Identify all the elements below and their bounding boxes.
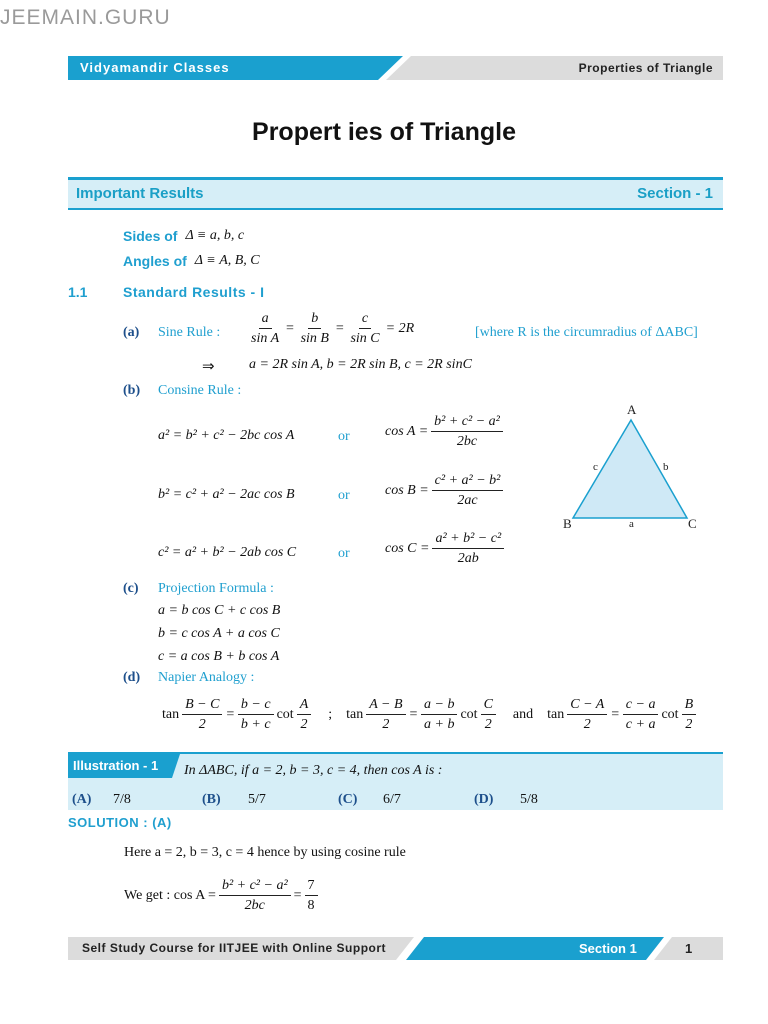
option-a bbox=[72, 792, 131, 808]
napier-t1-an: B − C bbox=[182, 696, 222, 715]
napier-t2-cn: C bbox=[481, 696, 496, 715]
sides-label: Sides of bbox=[123, 228, 178, 244]
angles-label: Angles of bbox=[123, 253, 187, 269]
napier-label: Napier Analogy : bbox=[158, 670, 255, 685]
napier-t3-cd: 2 bbox=[685, 717, 693, 732]
cosine-tag: (b) bbox=[123, 383, 141, 398]
sine-rhs: = 2R bbox=[385, 320, 415, 336]
section-bar-title: Important Results bbox=[76, 185, 204, 202]
napier-t2-cd: 2 bbox=[484, 717, 492, 732]
watermark: JEEMAIN.GURU bbox=[0, 6, 171, 29]
option-b-key: (B) bbox=[202, 792, 221, 807]
section-bar bbox=[68, 177, 723, 210]
subsection-number: 1.1 bbox=[68, 284, 88, 300]
sine-f1-den: sin A bbox=[251, 331, 280, 346]
cosine-r1-or: or bbox=[338, 429, 350, 444]
solution-result-num: 7 bbox=[305, 877, 318, 896]
header-topic: Properties of Triangle bbox=[578, 61, 713, 75]
napier-t3-cn: B bbox=[682, 696, 697, 715]
side-a-label: a bbox=[629, 518, 634, 530]
option-a-value: 7/8 bbox=[113, 792, 131, 807]
sine-f3-num: c bbox=[359, 310, 371, 329]
napier-t1-cot: cot bbox=[276, 706, 294, 722]
cosine-r2-lhs: b² = c² + a² − 2ac cos B bbox=[158, 487, 295, 502]
napier-t2-cot: cot bbox=[460, 706, 478, 722]
triangle-shape bbox=[573, 420, 687, 518]
napier-t3-bn: c − a bbox=[623, 696, 659, 715]
sine-line2: a = 2R sin A, b = 2R sin B, c = 2R sinC bbox=[249, 357, 472, 372]
page-title: Propert ies of Triangle bbox=[252, 118, 516, 146]
cosine-r1-rhs bbox=[385, 413, 506, 450]
option-d-value: 5/8 bbox=[520, 792, 538, 807]
solution-line2 bbox=[124, 877, 321, 914]
projection-line3: c = a cos B + b cos A bbox=[158, 649, 280, 664]
option-d bbox=[474, 792, 538, 808]
napier-t1-bd: b + c bbox=[240, 717, 271, 732]
napier-formulas: tan $\frac{B - C}{2}$ = $\frac{b - c}{b + c}$ cot $\frac{A}{2}$ ; tan $\frac{A - B}{2}$ = $\frac{a - b}{a + b}$ cot $\frac{C}{2}$ and tan $\frac{C - A}{2}$ = $\frac{c - a}{c + a}$ cot $\frac{B}{2}$ bbox=[162, 696, 699, 733]
napier-tag: (d) bbox=[123, 670, 141, 685]
sides-line bbox=[123, 228, 244, 244]
napier-t3-bd: c + a bbox=[625, 717, 656, 732]
cosine-r2-pre: cos B = bbox=[385, 482, 429, 498]
cosine-r1-pre: cos A = bbox=[385, 423, 429, 439]
solution-pre: We get : cos A = bbox=[124, 887, 216, 903]
sine-label: Sine Rule : bbox=[158, 325, 221, 340]
cosine-r2-rhs bbox=[385, 472, 506, 509]
napier-t3-tan: tan bbox=[547, 706, 565, 722]
implies-symbol: ⇒ bbox=[202, 359, 215, 375]
header-brand: Vidyamandir Classes bbox=[80, 60, 230, 75]
cosine-r1-den: 2bc bbox=[456, 434, 478, 449]
option-d-key: (D) bbox=[474, 792, 494, 807]
solution-den: 2bc bbox=[244, 898, 265, 913]
footer-band bbox=[68, 937, 723, 960]
cosine-r3-or: or bbox=[338, 546, 350, 561]
option-a-key: (A) bbox=[72, 792, 92, 807]
subsection-title: Standard Results - I bbox=[123, 284, 265, 300]
side-b-label: b bbox=[663, 461, 669, 473]
solution-eq: = bbox=[293, 887, 302, 903]
projection-line2: b = c cos A + a cos C bbox=[158, 626, 280, 641]
option-c-value: 6/7 bbox=[383, 792, 401, 807]
cosine-r3-num: a² + b² − c² bbox=[432, 530, 504, 549]
cosine-r1-lhs: a² = b² + c² − 2bc cos A bbox=[158, 428, 295, 443]
napier-t2-an: A − B bbox=[366, 696, 405, 715]
option-c-key: (C) bbox=[338, 792, 358, 807]
napier-t1-ad: 2 bbox=[198, 717, 206, 732]
illustration-question: In ΔABC, if a = 2, b = 3, c = 4, then cos A is : bbox=[184, 763, 443, 778]
cosine-r3-rhs bbox=[385, 530, 507, 567]
solution-result-den: 8 bbox=[307, 898, 315, 913]
cosine-r2-den: 2ac bbox=[457, 493, 478, 508]
footer-section: Section 1 bbox=[579, 941, 637, 956]
page-number: 1 bbox=[685, 941, 693, 956]
sine-f1-num: a bbox=[259, 310, 272, 329]
option-b-value: 5/7 bbox=[248, 792, 266, 807]
header-band bbox=[68, 56, 723, 80]
napier-separator: ; bbox=[328, 706, 333, 722]
sine-formula: $\frac{a}{\text{sin A}}$ = $\frac{b}{\text{sin B}}$ = $\frac{c}{\text{sin C}}$ = 2R bbox=[245, 310, 414, 347]
napier-t3-ad: 2 bbox=[583, 717, 591, 732]
section-bar-number: Section - 1 bbox=[637, 185, 713, 202]
cosine-r2-num: c² + a² − b² bbox=[432, 472, 504, 491]
solution-line1: Here a = 2, b = 3, c = 4 hence by using cosine rule bbox=[124, 845, 406, 860]
sine-f3-den: sin C bbox=[350, 331, 380, 346]
illustration-label: Illustration - 1 bbox=[73, 758, 159, 773]
vertex-c: C bbox=[688, 516, 697, 531]
sine-f2-num: b bbox=[308, 310, 321, 329]
footer-course: Self Study Course for IITJEE with Online Support bbox=[82, 941, 387, 955]
sine-tag: (a) bbox=[123, 325, 140, 340]
cosine-r3-den: 2ab bbox=[457, 551, 479, 566]
napier-t3-cot: cot bbox=[661, 706, 679, 722]
napier-and: and bbox=[512, 706, 534, 722]
solution-num: b² + c² − a² bbox=[219, 877, 291, 896]
projection-tag: (c) bbox=[123, 581, 139, 596]
napier-t2-bd: a + b bbox=[424, 717, 455, 732]
napier-t1-cn: A bbox=[297, 696, 312, 715]
projection-label: Projection Formula : bbox=[158, 581, 274, 596]
napier-t2-ad: 2 bbox=[382, 717, 390, 732]
napier-t2-tan: tan bbox=[346, 706, 364, 722]
napier-t1-cd: 2 bbox=[300, 717, 308, 732]
solution-label: SOLUTION : (A) bbox=[68, 815, 172, 830]
angles-line bbox=[123, 253, 260, 269]
napier-t2-bn: a − b bbox=[421, 696, 457, 715]
cosine-r1-num: b² + c² − a² bbox=[431, 413, 503, 432]
sine-f2-den: sin B bbox=[300, 331, 329, 346]
angles-expr: Δ ≡ A, B, C bbox=[194, 253, 260, 268]
napier-t1-tan: tan bbox=[162, 706, 180, 722]
cosine-r2-or: or bbox=[338, 488, 350, 503]
sine-note: [where R is the circumradius of ΔABC] bbox=[475, 325, 698, 340]
cosine-r3-pre: cos C = bbox=[385, 540, 430, 556]
napier-t1-bn: b − c bbox=[238, 696, 274, 715]
illustration-box bbox=[68, 752, 723, 810]
triangle-figure bbox=[555, 398, 715, 538]
side-c-label: c bbox=[593, 461, 598, 473]
option-c bbox=[338, 792, 401, 808]
option-b bbox=[202, 792, 266, 808]
cosine-label: Consine Rule : bbox=[158, 383, 242, 398]
napier-t3-an: C − A bbox=[567, 696, 607, 715]
vertex-a: A bbox=[627, 402, 637, 417]
sides-expr: Δ ≡ a, b, c bbox=[185, 228, 245, 243]
cosine-r3-lhs: c² = a² + b² − 2ab cos C bbox=[158, 545, 297, 560]
vertex-b: B bbox=[563, 516, 572, 531]
projection-line1: a = b cos C + c cos B bbox=[158, 603, 281, 618]
